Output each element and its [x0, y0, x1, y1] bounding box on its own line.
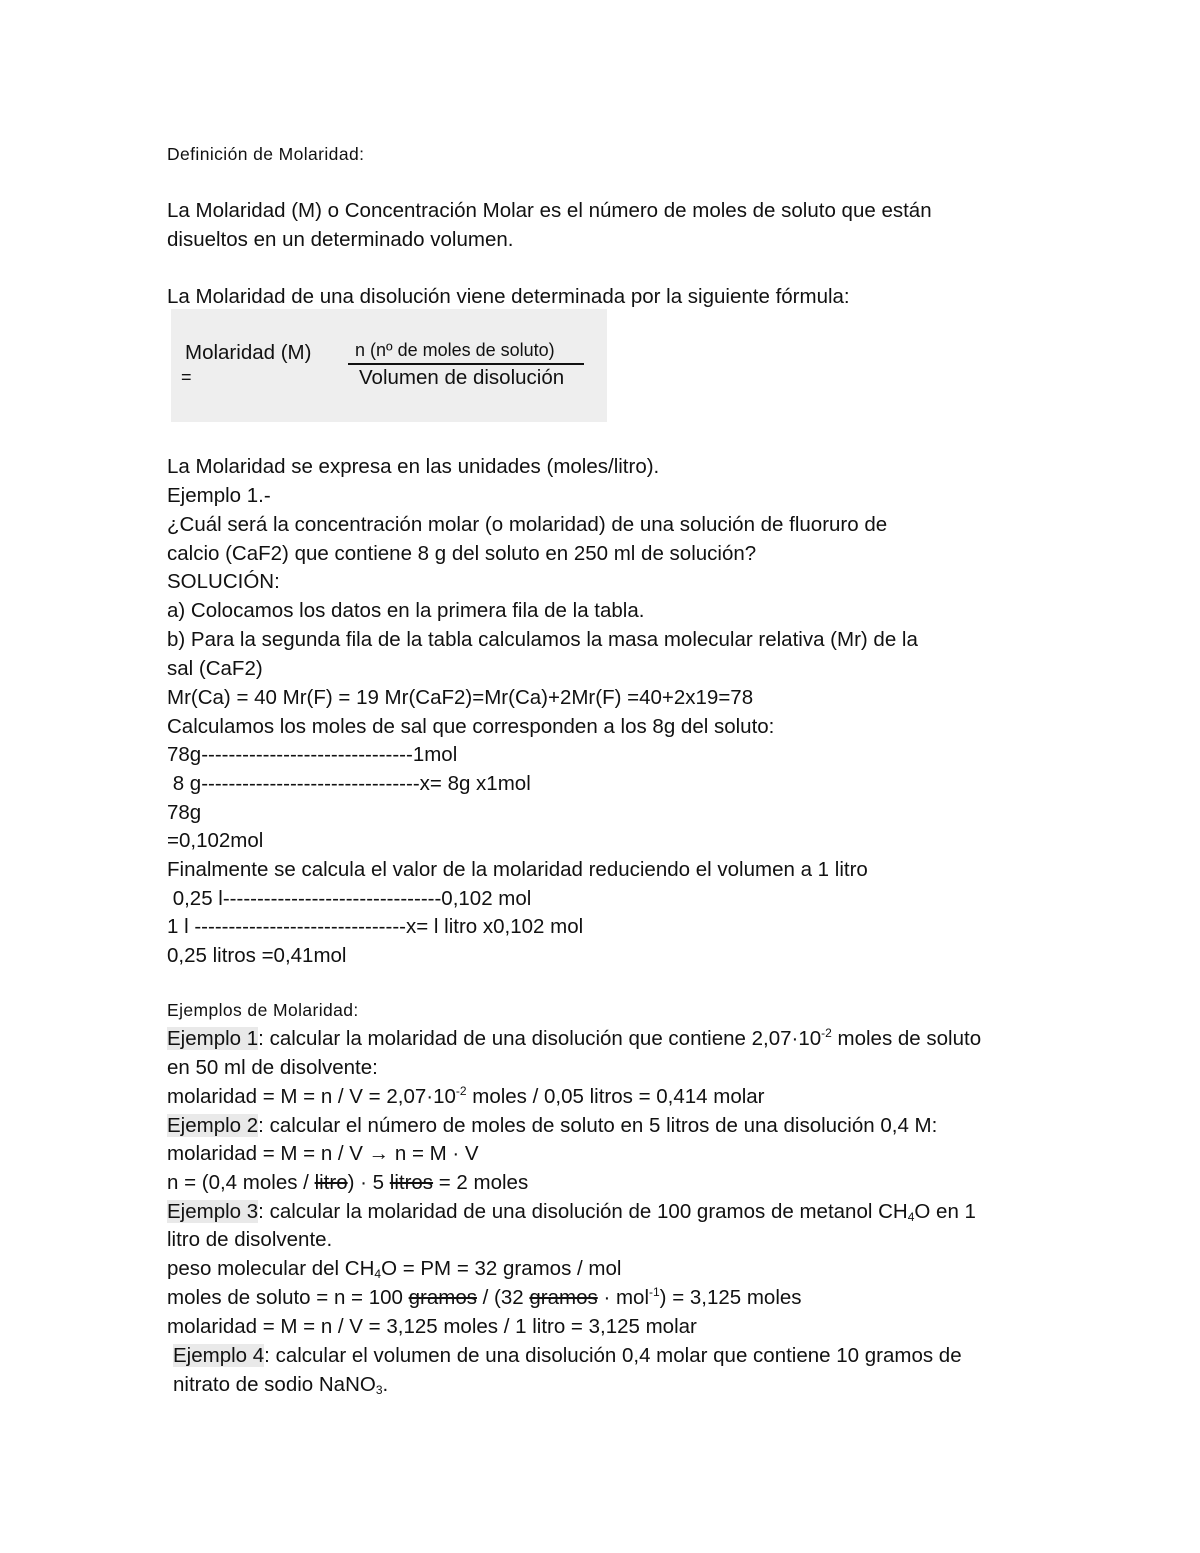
example-3-pm [167, 1254, 621, 1283]
text-span: : calcular la molaridad de una disolución que contiene 2,07·10 [258, 1027, 822, 1050]
example-1-line [167, 1024, 981, 1053]
volume-line: 0,25 l--------------------------------0,102 mol [167, 887, 532, 910]
formula-intro: La Molaridad de una disolución viene determinada por la siguiente fórmula: [167, 285, 850, 308]
text-span: · mol [597, 1286, 649, 1309]
text-span: nitrato de sodio NaNO [173, 1373, 376, 1396]
definition-line: disueltos en un determinado volumen. [167, 228, 514, 251]
examples-heading: Ejemplos de Molaridad: [167, 1000, 359, 1020]
formula-equals: = [181, 367, 192, 387]
example-label: Ejemplo 4 [173, 1344, 265, 1367]
example-1-line: en 50 ml de disolvente: [167, 1056, 378, 1079]
text-span: O = PM = 32 gramos / mol [381, 1257, 622, 1280]
example-label: Ejemplo 3 [167, 1200, 259, 1223]
formula-lhs: Molaridad (M) [185, 341, 312, 364]
solution-step: b) Para la segunda fila de la tabla calculamos la masa molecular relativa (Mr) de la [167, 628, 918, 651]
text-span: peso molecular del CH [167, 1257, 375, 1280]
example-3-line: litro de disolvente. [167, 1228, 333, 1251]
example1-title: Ejemplo 1.- [167, 484, 271, 507]
struck-unit: gramos [408, 1286, 477, 1309]
text-span: / (32 [476, 1286, 530, 1309]
volume-line: 1 l -------------------------------x= l litro x0,102 mol [167, 915, 584, 938]
text-span: : calcular el volumen de una disolución 0,4 molar que contiene 10 gramos de [264, 1344, 962, 1367]
example-3-line [167, 1197, 976, 1226]
example-2-calc [167, 1168, 528, 1197]
molar-mass-line: Mr(Ca) = 40 Mr(F) = 19 Mr(CaF2)=Mr(Ca)+2Mr(F) =40+2x19=78 [167, 686, 754, 709]
text-span: ) · 5 [347, 1171, 390, 1194]
text-span: molaridad = M = n / V = 2,07·10 [167, 1085, 456, 1108]
superscript: -1 [649, 1285, 660, 1299]
example-label: Ejemplo 1 [167, 1027, 259, 1050]
rule-of-three-line: =0,102mol [167, 829, 264, 852]
superscript: -2 [455, 1084, 467, 1098]
formula-box [171, 309, 607, 422]
solution-step: sal (CaF2) [167, 657, 263, 680]
rule-of-three-line: 78g [167, 801, 202, 824]
example-label: Ejemplo 2 [167, 1114, 259, 1137]
example-4-line [173, 1341, 962, 1370]
text-span: . [382, 1373, 389, 1396]
example-1-calc [167, 1082, 765, 1111]
solution-label: SOLUCIÓN: [167, 570, 280, 593]
subscript: 4 [907, 1210, 915, 1224]
struck-unit: gramos [529, 1286, 598, 1309]
text-span: moles de soluto = n = 100 [167, 1286, 409, 1309]
text-span: ) = 3,125 moles [659, 1286, 802, 1309]
text-span: = 2 moles [433, 1171, 529, 1194]
example-2-line [167, 1111, 937, 1140]
solution-step: a) Colocamos los datos en la primera fila de la tabla. [167, 599, 645, 622]
text-span: O en 1 [914, 1200, 976, 1223]
definition-line: La Molaridad (M) o Concentración Molar es el número de moles de soluto que están [167, 199, 932, 222]
formula-numerator: n (nº de moles de soluto) [355, 340, 555, 360]
example-3-result: molaridad = M = n / V = 3,125 moles / 1 litro = 3,125 molar [167, 1315, 697, 1338]
subscript: 3 [375, 1383, 383, 1397]
formula-denominator: Volumen de disolución [359, 366, 565, 389]
units-line: La Molaridad se expresa en las unidades (moles/litro). [167, 455, 660, 478]
text-span: n = (0,4 moles / [167, 1171, 315, 1194]
example1-question: calcio (CaF2) que contiene 8 g del soluto en 250 ml de solución? [167, 542, 757, 565]
fraction-bar [348, 363, 584, 365]
example-4-line [173, 1370, 388, 1399]
rule-of-three-line: 78g-------------------------------1mol [167, 743, 458, 766]
text-span: : calcular el número de moles de soluto en 5 litros de una disolución 0,4 M: [258, 1114, 938, 1137]
example1-question: ¿Cuál será la concentración molar (o molaridad) de una solución de fluoruro de [167, 513, 888, 536]
superscript: -2 [821, 1026, 832, 1040]
calc-intro: Calculamos los moles de sal que corresponden a los 8g del soluto: [167, 715, 775, 738]
subscript: 4 [374, 1267, 382, 1281]
definition-heading: Definición de Molaridad: [167, 144, 365, 164]
volume-line: 0,25 litros =0,41mol [167, 944, 347, 967]
rule-of-three-line: 8 g--------------------------------x= 8g x1mol [167, 772, 531, 795]
struck-unit: litro [314, 1171, 348, 1194]
text-span: moles de soluto [831, 1027, 982, 1050]
text-span: moles / 0,05 litros = 0,414 molar [466, 1085, 765, 1108]
text-span: : calcular la molaridad de una disolución de 100 gramos de metanol CH [258, 1200, 908, 1223]
example-2-formula: molaridad = M = n / V → n = M · V [167, 1142, 479, 1165]
struck-unit: litros [389, 1171, 434, 1194]
final-intro: Finalmente se calcula el valor de la molaridad reduciendo el volumen a 1 litro [167, 858, 868, 881]
example-3-moles [167, 1283, 802, 1312]
